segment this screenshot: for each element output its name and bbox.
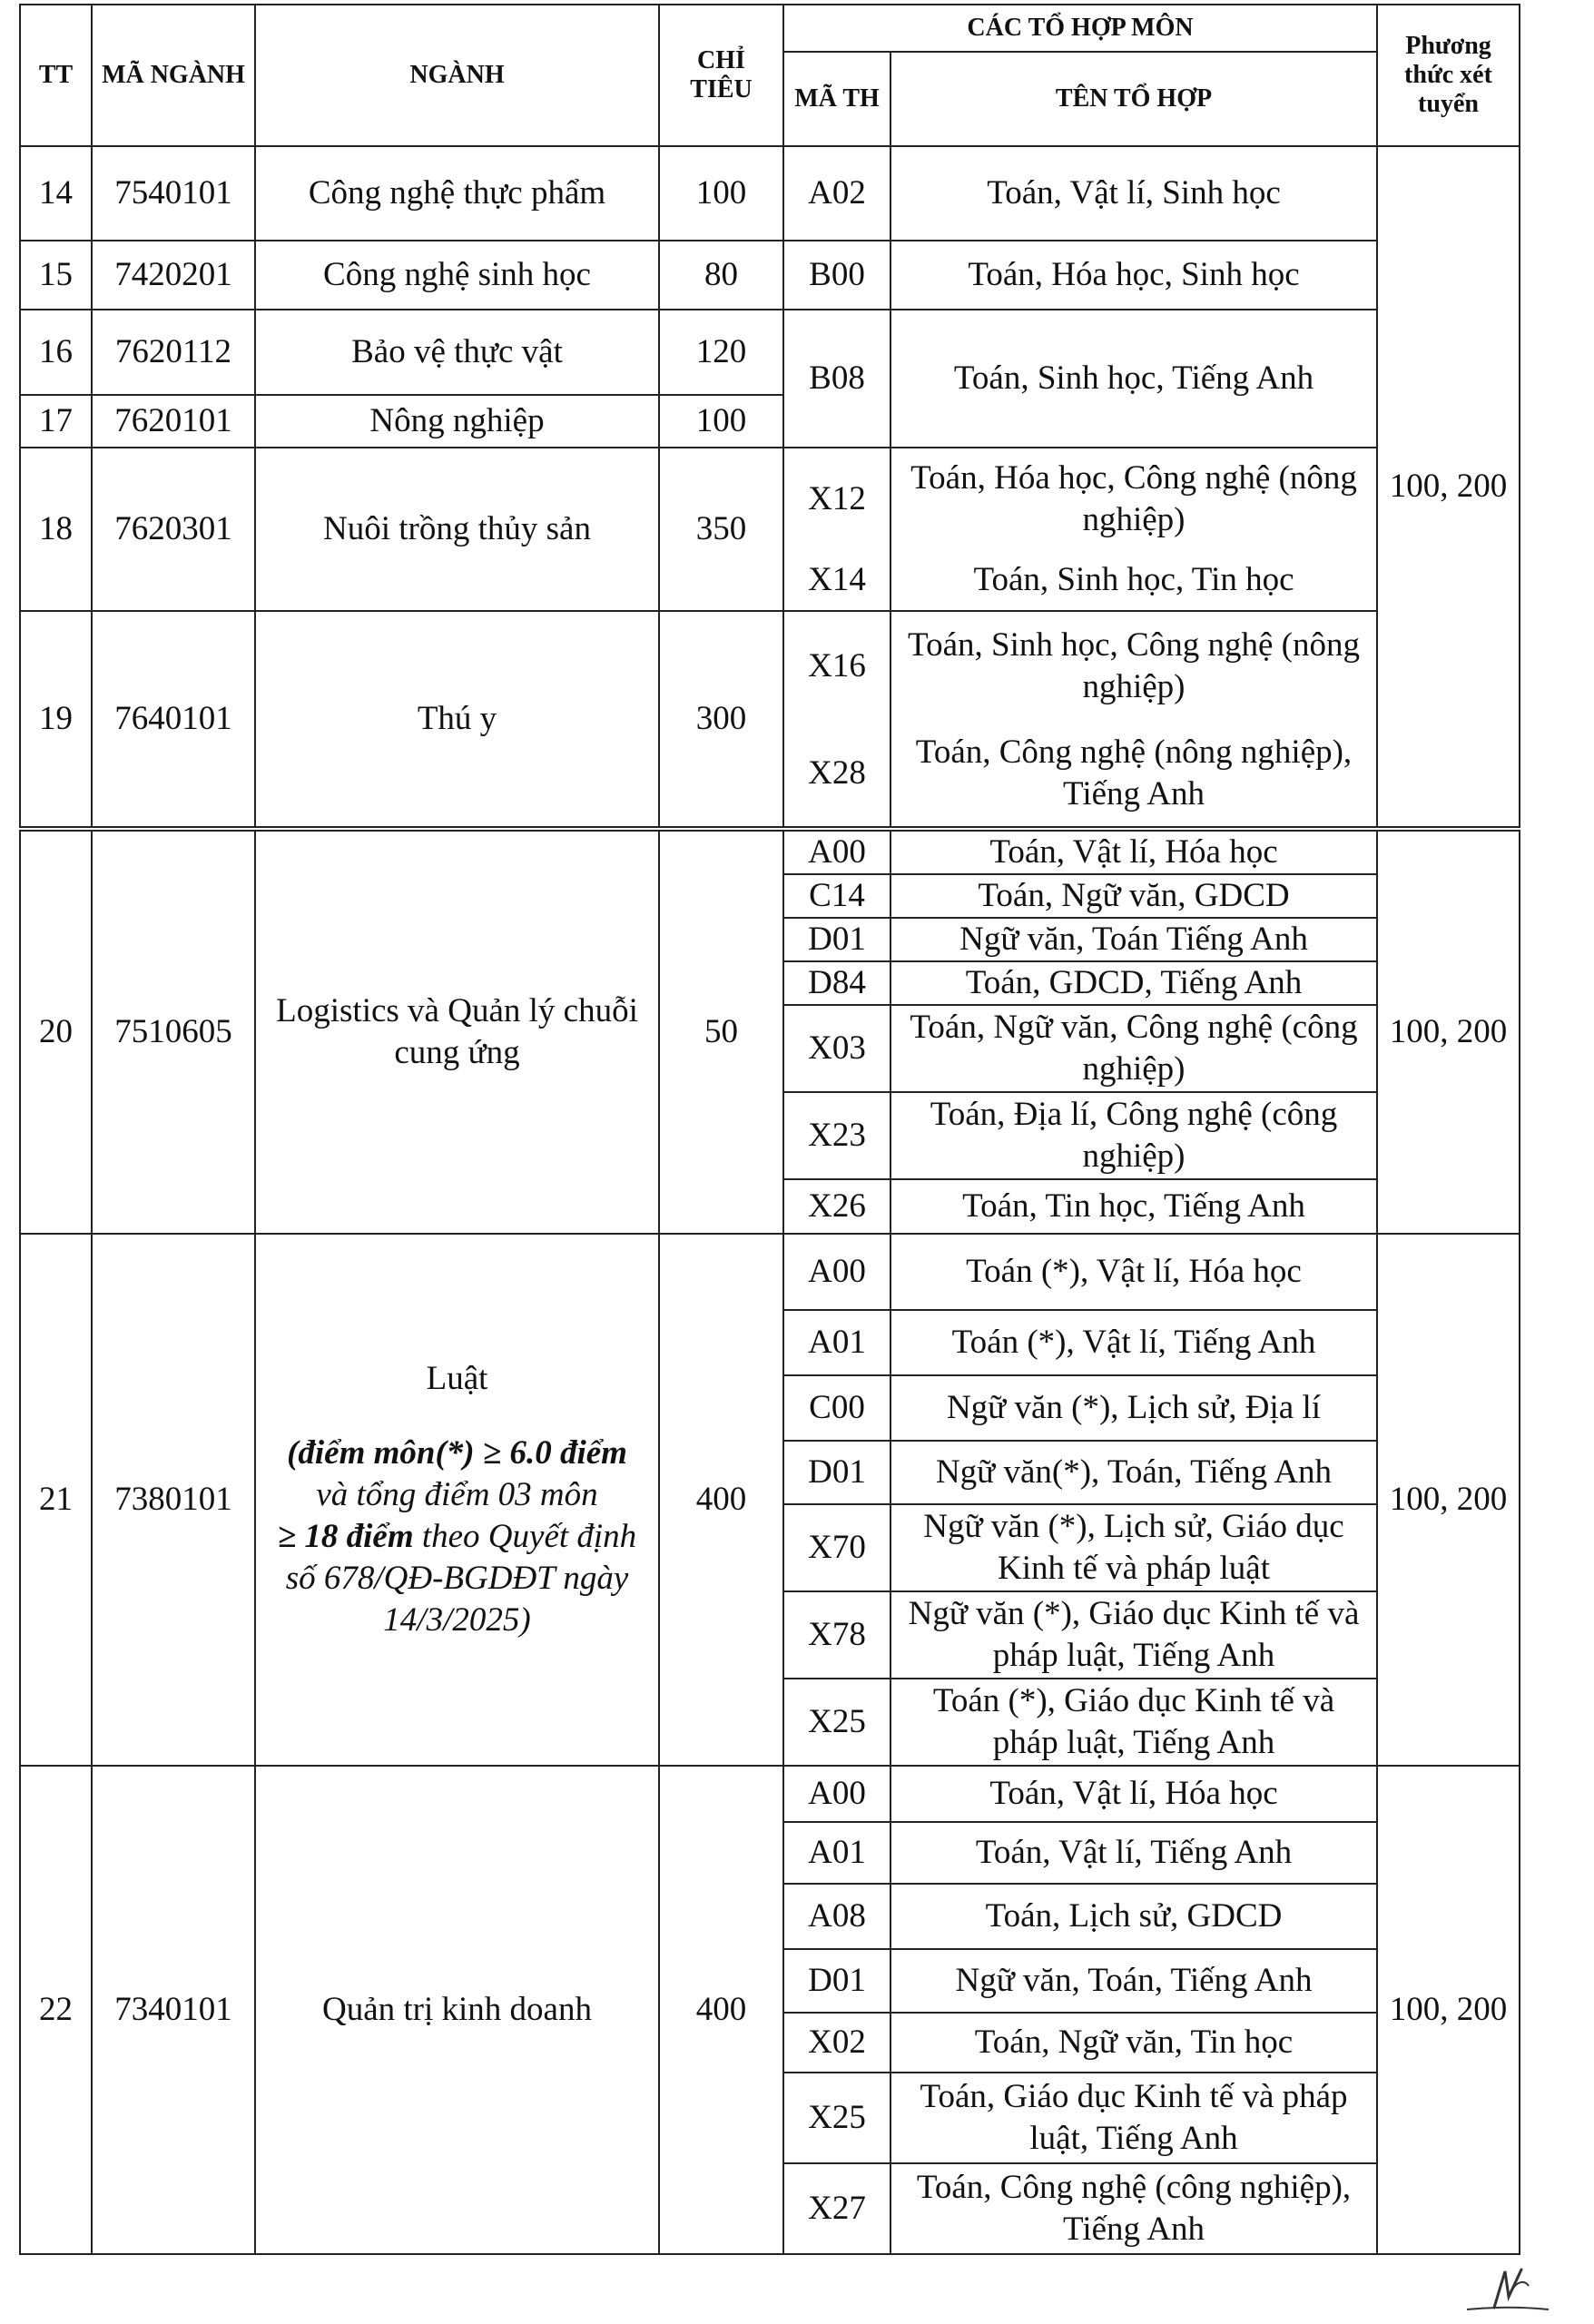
cell-ma-th: X78 xyxy=(783,1591,890,1679)
cell-ma-th: X03 xyxy=(783,1005,890,1092)
cell-chi-tieu: 100 xyxy=(659,395,783,448)
cell-ma-nganh: 7640101 xyxy=(92,611,255,829)
cell-phuong-thuc: 100, 200 xyxy=(1377,829,1520,1234)
cell-ten-to-hop: Toán, Công nghệ (nông nghiệp), Tiếng Anh xyxy=(890,720,1377,829)
cell-ma-th: X27 xyxy=(783,2163,890,2254)
cell-ma-th: A08 xyxy=(783,1884,890,1949)
cell-ma-th: X28 xyxy=(783,720,890,829)
cell-ten-to-hop: Ngữ văn(*), Toán, Tiếng Anh xyxy=(890,1441,1377,1504)
cell-tt: 15 xyxy=(20,241,92,310)
header-phuong-thuc: Phương thức xét tuyển xyxy=(1377,5,1520,146)
header-ma-th: MÃ TH xyxy=(783,52,890,146)
table-row xyxy=(20,241,1520,310)
cell-chi-tieu: 100 xyxy=(659,146,783,241)
cell-tt: 14 xyxy=(20,146,92,241)
note-condition-3: ≥ 18 điểm xyxy=(277,1518,414,1555)
cell-nganh: Công nghệ sinh học xyxy=(255,241,659,310)
cell-ma-nganh: 7380101 xyxy=(92,1234,255,1766)
cell-ten-to-hop: Toán, Sinh học, Tiếng Anh xyxy=(890,310,1377,448)
cell-nganh: Nuôi trồng thủy sản xyxy=(255,448,659,611)
cell-ma-th: D01 xyxy=(783,918,890,961)
cell-tt: 16 xyxy=(20,310,92,395)
cell-ten-to-hop: Toán, Công nghệ (công nghiệp), Tiếng Anh xyxy=(890,2163,1377,2254)
cell-nganh-luat xyxy=(255,1234,659,1766)
cell-ma-nganh: 7510605 xyxy=(92,829,255,1234)
cell-ma-th: B00 xyxy=(783,241,890,310)
cell-ma-th: A00 xyxy=(783,829,890,874)
cell-ma-th: X70 xyxy=(783,1504,890,1591)
cell-ten-to-hop: Toán, Địa lí, Công nghệ (công nghiệp) xyxy=(890,1092,1377,1179)
cell-ten-to-hop: Toán, Tin học, Tiếng Anh xyxy=(890,1179,1377,1234)
cell-ma-th: A01 xyxy=(783,1822,890,1884)
cell-ma-th: X14 xyxy=(783,549,890,611)
cell-ten-to-hop: Toán, Vật lí, Hóa học xyxy=(890,1766,1377,1822)
cell-ma-th: D01 xyxy=(783,1949,890,2013)
cell-ten-to-hop: Toán, GDCD, Tiếng Anh xyxy=(890,961,1377,1005)
header-ten-to-hop: TÊN TỔ HỢP xyxy=(890,52,1377,146)
cell-nganh: Nông nghiệp xyxy=(255,395,659,448)
cell-tt: 18 xyxy=(20,448,92,611)
cell-chi-tieu: 80 xyxy=(659,241,783,310)
cell-ma-nganh: 7340101 xyxy=(92,1766,255,2254)
cell-ten-to-hop: Toán, Hóa học, Công nghệ (nông nghiệp) xyxy=(890,448,1377,549)
note-decision: theo Quyết định số 678/QĐ-BGDĐT ngày 14/3/2025) xyxy=(285,1518,637,1639)
cell-ma-th: B08 xyxy=(783,310,890,448)
cell-ma-th: A01 xyxy=(783,1310,890,1375)
cell-ma-nganh: 7620112 xyxy=(92,310,255,395)
cell-ten-to-hop: Toán, Ngữ văn, GDCD xyxy=(890,874,1377,918)
cell-ten-to-hop: Ngữ văn (*), Lịch sử, Giáo dục Kinh tế và pháp luật xyxy=(890,1504,1377,1591)
cell-ten-to-hop: Toán, Sinh học, Công nghệ (nông nghiệp) xyxy=(890,611,1377,720)
cell-ma-th: A00 xyxy=(783,1766,890,1822)
admission-table xyxy=(19,4,1520,2255)
cell-ma-th: D84 xyxy=(783,961,890,1005)
cell-tt: 19 xyxy=(20,611,92,829)
cell-nganh: Công nghệ thực phẩm xyxy=(255,146,659,241)
cell-ten-to-hop: Toán, Hóa học, Sinh học xyxy=(890,241,1377,310)
table-row xyxy=(20,611,1520,720)
cell-tt: 17 xyxy=(20,395,92,448)
cell-nganh: Logistics và Quản lý chuỗi cung ứng xyxy=(255,829,659,1234)
cell-ten-to-hop: Toán, Vật lí, Sinh học xyxy=(890,146,1377,241)
cell-chi-tieu: 400 xyxy=(659,1766,783,2254)
table-row xyxy=(20,448,1520,549)
cell-tt: 20 xyxy=(20,829,92,1234)
cell-ma-th: A00 xyxy=(783,1234,890,1310)
note-condition-1: (điểm môn(*) ≥ 6.0 điểm xyxy=(287,1434,627,1472)
cell-ma-th: X25 xyxy=(783,2073,890,2163)
cell-ten-to-hop: Ngữ văn, Toán, Tiếng Anh xyxy=(890,1949,1377,2013)
table-row xyxy=(20,1234,1520,1310)
signature-mark-icon xyxy=(1458,2253,1558,2317)
header-row-1 xyxy=(20,5,1520,52)
cell-ten-to-hop: Toán, Sinh học, Tin học xyxy=(890,549,1377,611)
cell-ma-th: X16 xyxy=(783,611,890,720)
cell-ten-to-hop: Toán, Vật lí, Tiếng Anh xyxy=(890,1822,1377,1884)
table-row xyxy=(20,310,1520,395)
header-cac-to-hop: CÁC TỔ HỢP MÔN xyxy=(783,5,1377,52)
cell-ten-to-hop: Ngữ văn (*), Giáo dục Kinh tế và pháp luật, Tiếng Anh xyxy=(890,1591,1377,1679)
cell-tt: 21 xyxy=(20,1234,92,1766)
cell-ma-th: X02 xyxy=(783,2013,890,2073)
cell-nganh: Quản trị kinh doanh xyxy=(255,1766,659,2254)
nganh-name: Luật xyxy=(426,1360,488,1397)
header-chi-tieu: CHỈ TIÊU xyxy=(659,5,783,146)
cell-ma-th: X12 xyxy=(783,448,890,549)
cell-ma-th: X23 xyxy=(783,1092,890,1179)
cell-ten-to-hop: Toán (*), Vật lí, Hóa học xyxy=(890,1234,1377,1310)
cell-ma-th: C14 xyxy=(783,874,890,918)
cell-chi-tieu: 400 xyxy=(659,1234,783,1766)
cell-ma-nganh: 7620301 xyxy=(92,448,255,611)
cell-ten-to-hop: Ngữ văn, Toán Tiếng Anh xyxy=(890,918,1377,961)
cell-phuong-thuc: 100, 200 xyxy=(1377,1766,1520,2254)
table-row xyxy=(20,1766,1520,1822)
cell-ten-to-hop: Toán (*), Vật lí, Tiếng Anh xyxy=(890,1310,1377,1375)
cell-ma-nganh: 7540101 xyxy=(92,146,255,241)
cell-nganh: Bảo vệ thực vật xyxy=(255,310,659,395)
cell-chi-tieu: 50 xyxy=(659,829,783,1234)
cell-ten-to-hop: Toán, Ngữ văn, Công nghệ (công nghiệp) xyxy=(890,1005,1377,1092)
cell-ma-th: X25 xyxy=(783,1679,890,1766)
cell-ma-th: D01 xyxy=(783,1441,890,1504)
cell-tt: 22 xyxy=(20,1766,92,2254)
cell-phuong-thuc: 100, 200 xyxy=(1377,1234,1520,1766)
cell-nganh: Thú y xyxy=(255,611,659,829)
cell-ten-to-hop: Ngữ văn (*), Lịch sử, Địa lí xyxy=(890,1375,1377,1441)
header-nganh: NGÀNH xyxy=(255,5,659,146)
header-tt: TT xyxy=(20,5,92,146)
cell-ten-to-hop: Toán, Vật lí, Hóa học xyxy=(890,829,1377,874)
cell-ma-nganh: 7420201 xyxy=(92,241,255,310)
cell-ma-th: A02 xyxy=(783,146,890,241)
table-row xyxy=(20,829,1520,874)
header-ma-nganh: MÃ NGÀNH xyxy=(92,5,255,146)
cell-ma-th: C00 xyxy=(783,1375,890,1441)
cell-phuong-thuc: 100, 200 xyxy=(1377,146,1520,829)
cell-ten-to-hop: Toán, Lịch sử, GDCD xyxy=(890,1884,1377,1949)
cell-ten-to-hop: Toán (*), Giáo dục Kinh tế và pháp luật, Tiếng Anh xyxy=(890,1679,1377,1766)
cell-ma-nganh: 7620101 xyxy=(92,395,255,448)
cell-ten-to-hop: Toán, Giáo dục Kinh tế và pháp luật, Tiếng Anh xyxy=(890,2073,1377,2163)
note-condition-2: và tổng điểm 03 môn xyxy=(316,1476,598,1513)
cell-chi-tieu: 350 xyxy=(659,448,783,611)
table-row xyxy=(20,146,1520,241)
cell-chi-tieu: 300 xyxy=(659,611,783,829)
cell-ma-th: X26 xyxy=(783,1179,890,1234)
cell-chi-tieu: 120 xyxy=(659,310,783,395)
cell-ten-to-hop: Toán, Ngữ văn, Tin học xyxy=(890,2013,1377,2073)
